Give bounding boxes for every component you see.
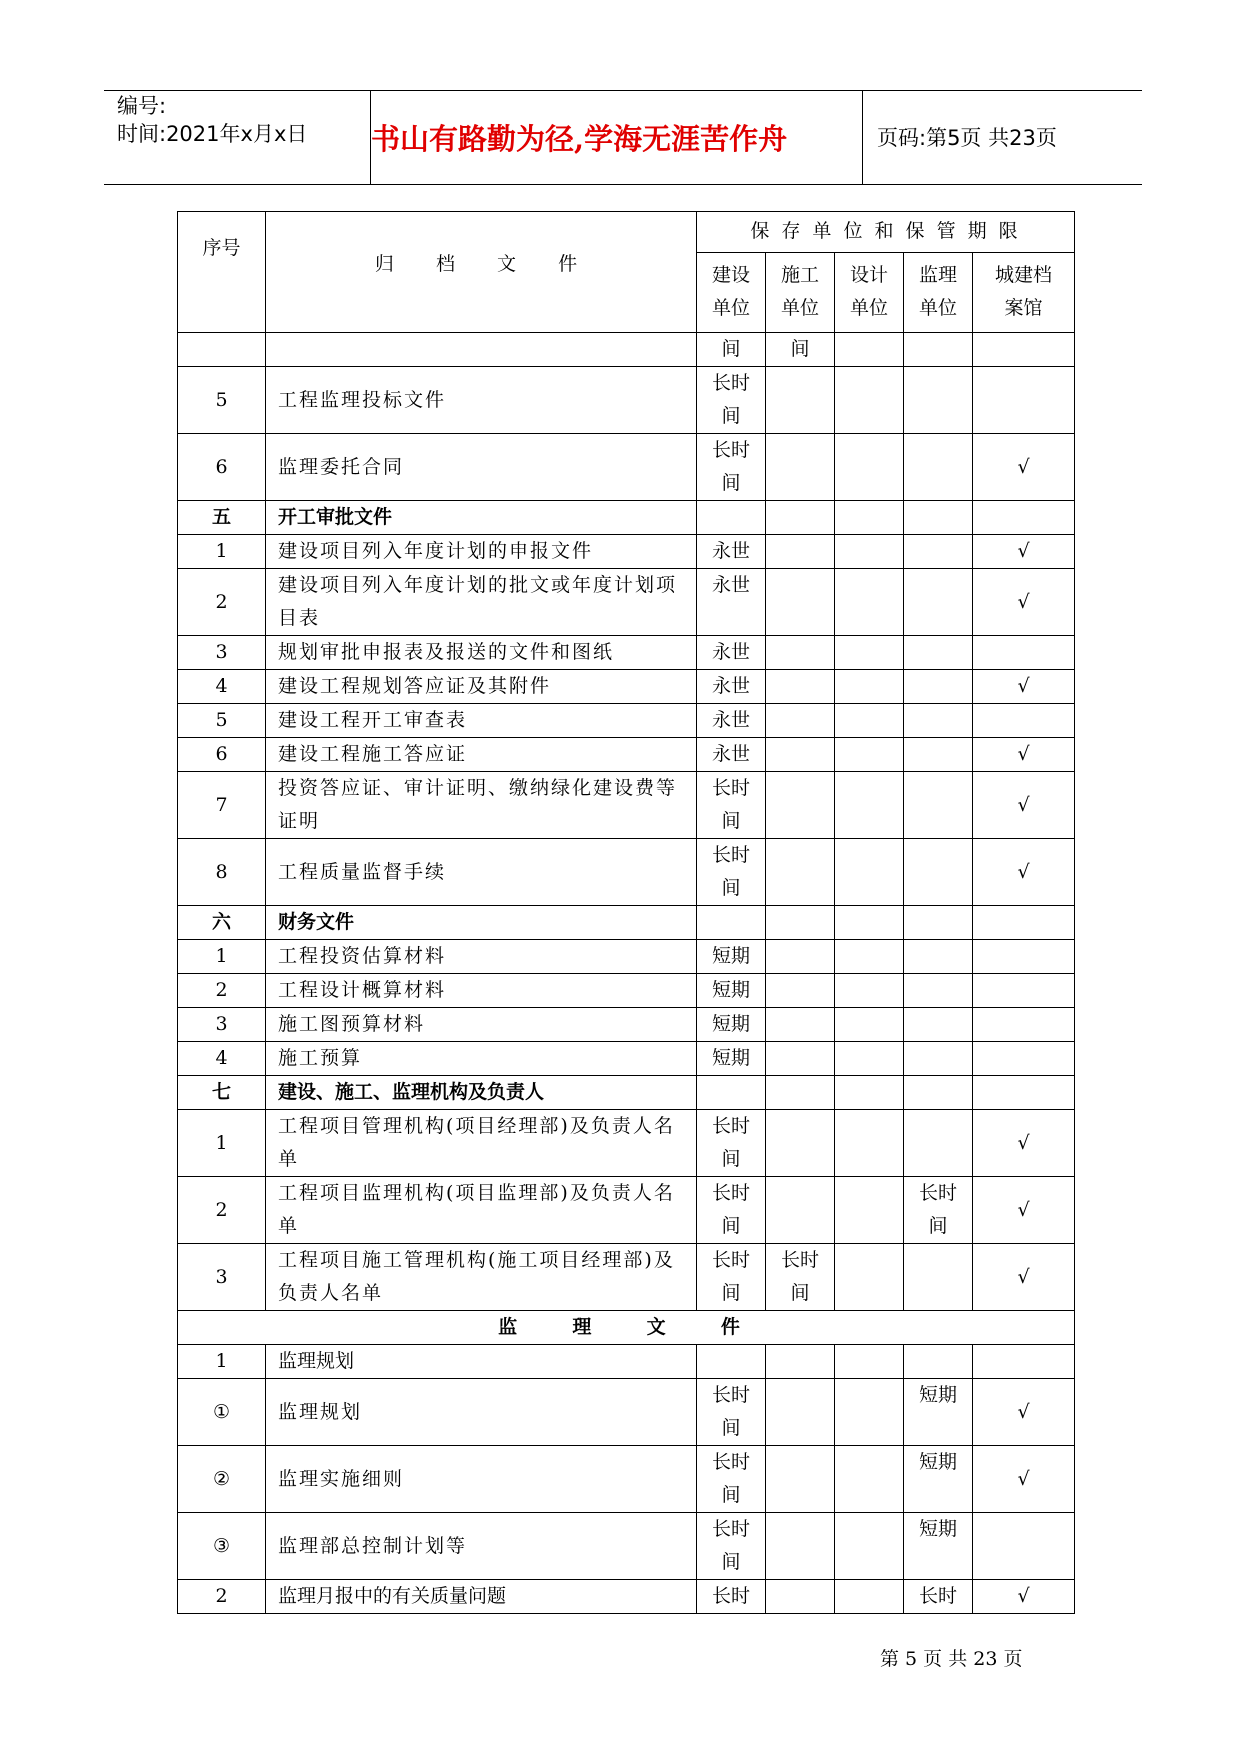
retention-cell (904, 1042, 973, 1076)
header-divider-right (862, 90, 863, 184)
archive-check-cell: √ (973, 434, 1075, 501)
row-document: 工程投资估算材料 (266, 940, 697, 974)
retention-cell (835, 1379, 904, 1446)
archive-table-body (178, 212, 1075, 1614)
retention-cell (766, 839, 835, 906)
retention-cell (835, 772, 904, 839)
retention-cell (766, 704, 835, 738)
archive-check-cell (973, 1345, 1075, 1379)
table-row (178, 670, 1075, 704)
empty-cell (766, 1076, 835, 1110)
table-row (178, 1008, 1075, 1042)
row-number: 七 (178, 1076, 266, 1110)
retention-cell (766, 670, 835, 704)
row-number: 6 (178, 738, 266, 772)
retention-cell (835, 333, 904, 367)
retention-cell (766, 1110, 835, 1177)
column-header-unit: 城建档案馆 (973, 252, 1075, 332)
retention-cell (835, 1042, 904, 1076)
retention-cell (904, 1244, 973, 1311)
empty-cell (904, 1076, 973, 1110)
table-row (178, 974, 1075, 1008)
retention-cell (835, 1446, 904, 1513)
archive-check-cell (973, 704, 1075, 738)
retention-cell: 永世 (697, 535, 766, 569)
row-number: 4 (178, 670, 266, 704)
archive-table (177, 211, 1075, 1614)
row-document: 监理部总控制计划等 (266, 1513, 697, 1580)
empty-cell (835, 906, 904, 940)
retention-cell (835, 1513, 904, 1580)
table-row (178, 367, 1075, 434)
retention-cell (904, 1008, 973, 1042)
retention-cell (766, 535, 835, 569)
retention-cell: 长时间 (697, 1379, 766, 1446)
archive-check-cell: √ (973, 569, 1075, 636)
retention-cell (835, 569, 904, 636)
retention-cell (904, 434, 973, 501)
row-document: 工程质量监督手续 (266, 839, 697, 906)
retention-cell (766, 1177, 835, 1244)
retention-cell: 长时间 (697, 434, 766, 501)
row-document: 监理规划 (266, 1345, 697, 1379)
row-document (266, 333, 697, 367)
header-bottom-rule (104, 184, 1142, 185)
retention-cell (904, 636, 973, 670)
section-row (178, 1076, 1075, 1110)
retention-cell: 长时间 (697, 1177, 766, 1244)
retention-cell (904, 772, 973, 839)
row-number: 1 (178, 1110, 266, 1177)
row-number: 6 (178, 434, 266, 501)
row-number: 1 (178, 940, 266, 974)
table-row (178, 434, 1075, 501)
retention-cell (904, 1110, 973, 1177)
row-number: 2 (178, 974, 266, 1008)
row-number: ② (178, 1446, 266, 1513)
row-number: 3 (178, 1008, 266, 1042)
column-header-unit: 施工单位 (766, 252, 835, 332)
retention-cell: 永世 (697, 569, 766, 636)
retention-cell (766, 1345, 835, 1379)
table-row (178, 1513, 1075, 1580)
retention-cell: 长时间 (697, 839, 766, 906)
retention-cell (835, 1177, 904, 1244)
retention-cell (835, 367, 904, 434)
row-number: 1 (178, 535, 266, 569)
retention-cell: 长时间 (697, 1110, 766, 1177)
retention-cell (904, 704, 973, 738)
row-document: 工程设计概算材料 (266, 974, 697, 1008)
row-number: 1 (178, 1345, 266, 1379)
empty-cell (973, 501, 1075, 535)
section-row (178, 906, 1075, 940)
empty-cell (835, 501, 904, 535)
retention-cell (766, 636, 835, 670)
retention-cell: 长时 (904, 1580, 973, 1614)
header-top-rule (104, 90, 1142, 91)
row-document: 建设项目列入年度计划的申报文件 (266, 535, 697, 569)
table-row (178, 1244, 1075, 1311)
archive-check-cell: √ (973, 1110, 1075, 1177)
empty-cell (835, 1076, 904, 1110)
table-row (178, 1042, 1075, 1076)
row-document: 建设工程开工审查表 (266, 704, 697, 738)
retention-cell: 短期 (904, 1446, 973, 1513)
retention-cell: 长时间 (697, 772, 766, 839)
archive-check-cell: √ (973, 772, 1075, 839)
archive-check-cell (973, 333, 1075, 367)
row-number (178, 333, 266, 367)
row-number: 5 (178, 367, 266, 434)
empty-cell (766, 501, 835, 535)
retention-cell: 长时间 (697, 1513, 766, 1580)
row-number: 2 (178, 1177, 266, 1244)
archive-check-cell: √ (973, 1446, 1075, 1513)
archive-check-cell (973, 636, 1075, 670)
empty-cell (766, 906, 835, 940)
row-document: 工程项目施工管理机构(施工项目经理部)及负责人名单 (266, 1244, 697, 1311)
retention-cell: 间 (766, 333, 835, 367)
retention-cell: 短期 (697, 974, 766, 1008)
retention-cell (835, 636, 904, 670)
retention-cell (766, 1580, 835, 1614)
row-number: ① (178, 1379, 266, 1446)
archive-check-cell: √ (973, 1580, 1075, 1614)
archive-check-cell: √ (973, 1379, 1075, 1446)
table-row (178, 1110, 1075, 1177)
retention-cell: 永世 (697, 670, 766, 704)
retention-cell (904, 569, 973, 636)
document-time-label: 时间:2021年x月x日 (117, 122, 308, 146)
table-row (178, 772, 1075, 839)
row-document: 投资答应证、审计证明、缴纳绿化建设费等证明 (266, 772, 697, 839)
table-row (178, 1580, 1075, 1614)
retention-cell: 长时 (697, 1580, 766, 1614)
retention-cell (904, 535, 973, 569)
row-number: 3 (178, 1244, 266, 1311)
row-number: 2 (178, 1580, 266, 1614)
document-number-label: 编号: (117, 94, 167, 118)
column-header-unit: 设计单位 (835, 252, 904, 332)
row-document: 监理月报中的有关质量问题 (266, 1580, 697, 1614)
retention-cell (835, 1345, 904, 1379)
retention-cell: 间 (697, 333, 766, 367)
archive-check-cell (973, 1042, 1075, 1076)
retention-cell (835, 704, 904, 738)
retention-cell: 永世 (697, 738, 766, 772)
retention-cell (835, 1244, 904, 1311)
retention-cell (835, 1110, 904, 1177)
table-row (178, 738, 1075, 772)
archive-check-cell: √ (973, 738, 1075, 772)
row-document: 施工预算 (266, 1042, 697, 1076)
column-header-unit: 建设单位 (697, 252, 766, 332)
section-banner: 监 理 文 件 (178, 1311, 1075, 1345)
retention-cell (766, 434, 835, 501)
retention-cell (766, 367, 835, 434)
row-document: 监理委托合同 (266, 434, 697, 501)
empty-cell (697, 906, 766, 940)
retention-cell: 短期 (697, 1042, 766, 1076)
archive-check-cell (973, 974, 1075, 1008)
row-document: 监理规划 (266, 1379, 697, 1446)
retention-cell (904, 974, 973, 1008)
table-row (178, 333, 1075, 367)
row-number: 六 (178, 906, 266, 940)
table-row (178, 535, 1075, 569)
retention-cell (766, 772, 835, 839)
row-number: 五 (178, 501, 266, 535)
retention-cell: 永世 (697, 704, 766, 738)
retention-cell (697, 1345, 766, 1379)
retention-cell (766, 738, 835, 772)
row-document: 建设工程施工答应证 (266, 738, 697, 772)
row-number: 8 (178, 839, 266, 906)
archive-check-cell (973, 940, 1075, 974)
empty-cell (697, 501, 766, 535)
row-number: ③ (178, 1513, 266, 1580)
archive-check-cell (973, 1513, 1075, 1580)
table-row (178, 1446, 1075, 1513)
retention-cell (766, 1042, 835, 1076)
retention-cell (904, 670, 973, 704)
table-row (178, 839, 1075, 906)
row-document: 工程项目管理机构(项目经理部)及负责人名单 (266, 1110, 697, 1177)
row-number: 3 (178, 636, 266, 670)
archive-check-cell (973, 1008, 1075, 1042)
retention-cell (766, 569, 835, 636)
row-document: 建设工程规划答应证及其附件 (266, 670, 697, 704)
retention-cell (766, 1008, 835, 1042)
retention-cell (766, 1379, 835, 1446)
archive-check-cell: √ (973, 1244, 1075, 1311)
retention-cell (904, 333, 973, 367)
archive-check-cell: √ (973, 839, 1075, 906)
empty-cell (973, 1076, 1075, 1110)
row-document: 财务文件 (266, 906, 697, 940)
table-row (178, 704, 1075, 738)
retention-cell (766, 974, 835, 1008)
retention-cell (904, 940, 973, 974)
column-header-unit: 监理单位 (904, 252, 973, 332)
retention-cell (835, 1580, 904, 1614)
retention-cell (904, 1345, 973, 1379)
retention-cell (835, 434, 904, 501)
empty-cell (904, 501, 973, 535)
retention-cell (766, 940, 835, 974)
retention-cell (766, 1446, 835, 1513)
row-number: 4 (178, 1042, 266, 1076)
table-row (178, 1345, 1075, 1379)
row-document: 施工图预算材料 (266, 1008, 697, 1042)
table-row (178, 940, 1075, 974)
retention-cell: 短期 (697, 940, 766, 974)
retention-cell: 长时间 (766, 1244, 835, 1311)
retention-cell (835, 670, 904, 704)
column-header-doc: 归 档 文 件 (266, 212, 697, 333)
retention-cell: 短期 (904, 1513, 973, 1580)
table-header-row (178, 212, 1075, 253)
section-row (178, 501, 1075, 535)
retention-cell: 长时间 (697, 1446, 766, 1513)
retention-cell (835, 535, 904, 569)
column-header-no: 序号 (178, 212, 266, 333)
table-row (178, 569, 1075, 636)
empty-cell (904, 906, 973, 940)
column-header-group: 保 存 单 位 和 保 管 期 限 (697, 212, 1075, 253)
table-row (178, 1379, 1075, 1446)
retention-cell: 长时间 (697, 1244, 766, 1311)
archive-check-cell: √ (973, 1177, 1075, 1244)
row-document: 开工审批文件 (266, 501, 697, 535)
archive-check-cell (973, 367, 1075, 434)
empty-cell (697, 1076, 766, 1110)
retention-cell (904, 738, 973, 772)
retention-cell (766, 1513, 835, 1580)
retention-cell (835, 940, 904, 974)
retention-cell: 永世 (697, 636, 766, 670)
empty-cell (973, 906, 1075, 940)
row-document: 规划审批申报表及报送的文件和图纸 (266, 636, 697, 670)
row-document: 工程项目监理机构(项目监理部)及负责人名单 (266, 1177, 697, 1244)
retention-cell: 短期 (697, 1008, 766, 1042)
banner-row (178, 1311, 1075, 1345)
row-document: 建设项目列入年度计划的批文或年度计划项目表 (266, 569, 697, 636)
page-footer: 第 5 页 共 23 页 (880, 1648, 1023, 1670)
header-motto: 书山有路勤为径,学海无涯苦作舟 (371, 122, 788, 156)
retention-cell (904, 839, 973, 906)
table-row (178, 1177, 1075, 1244)
row-number: 5 (178, 704, 266, 738)
row-document: 监理实施细则 (266, 1446, 697, 1513)
retention-cell (835, 839, 904, 906)
retention-cell: 长时间 (904, 1177, 973, 1244)
retention-cell: 短期 (904, 1379, 973, 1446)
row-document: 工程监理投标文件 (266, 367, 697, 434)
retention-cell (835, 738, 904, 772)
row-document: 建设、施工、监理机构及负责人 (266, 1076, 697, 1110)
retention-cell: 长时间 (697, 367, 766, 434)
row-number: 2 (178, 569, 266, 636)
header-page-label: 页码:第5页 共23页 (877, 126, 1057, 150)
retention-cell (835, 974, 904, 1008)
archive-check-cell: √ (973, 670, 1075, 704)
archive-check-cell: √ (973, 535, 1075, 569)
row-number: 7 (178, 772, 266, 839)
retention-cell (904, 367, 973, 434)
table-row (178, 636, 1075, 670)
retention-cell (835, 1008, 904, 1042)
